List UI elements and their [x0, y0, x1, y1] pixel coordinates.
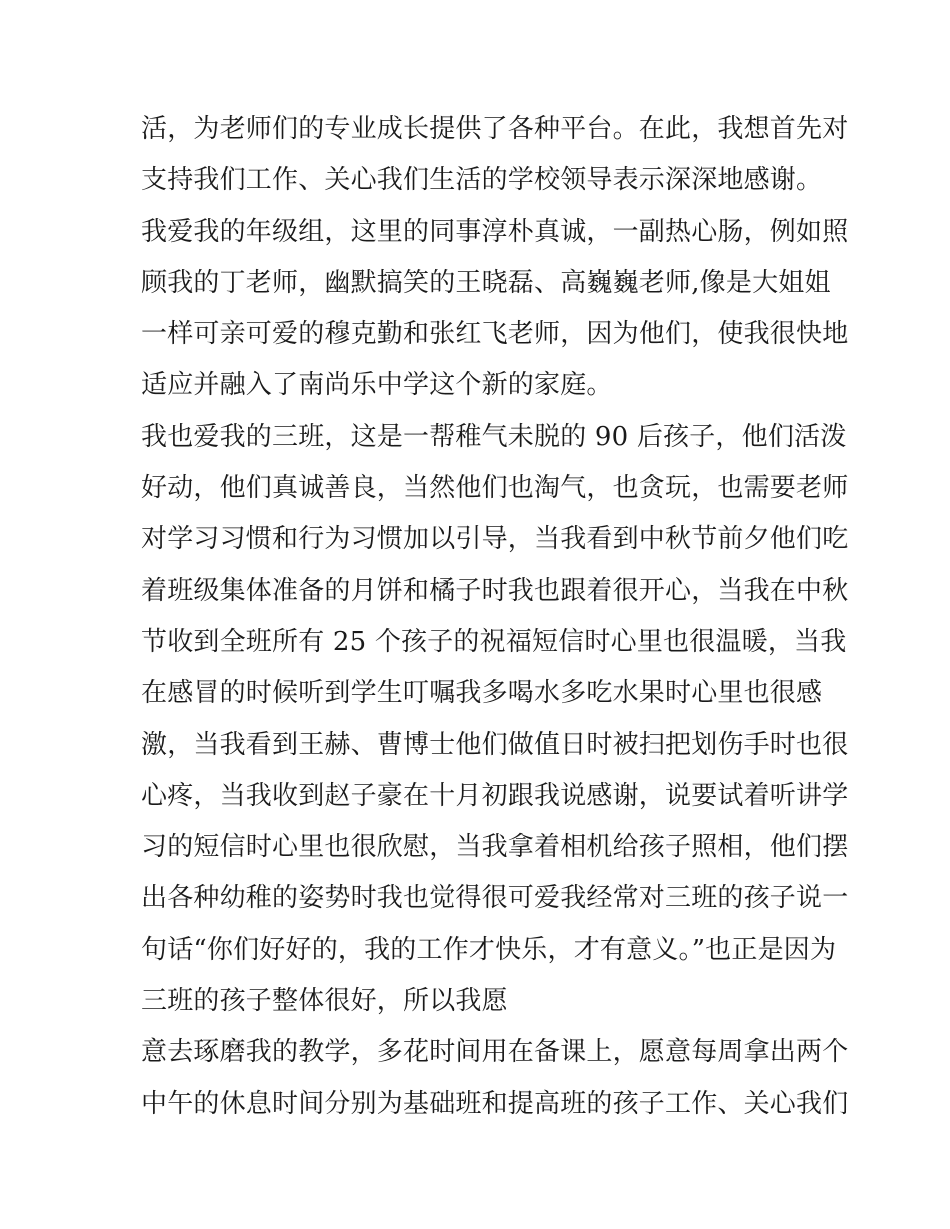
text-line: 支持我们工作、关心我们生活的学校领导表示深深地感谢。 [141, 165, 823, 196]
text-line: 在感冒的时候听到学生叮嘱我多喝水多吃水果时心里也很感 [141, 678, 823, 709]
text-line: 适应并融入了南尚乐中学这个新的家庭。 [141, 370, 613, 401]
text-line: 我也爱我的三班，这是一帮稚气未脱的 90 后孩子，他们活泼 [141, 421, 847, 452]
text-line: 我爱我的年级组，这里的同事淳朴真诚，一副热心肠，例如照 [141, 216, 849, 247]
text-line: 心疼，当我收到赵子豪在十月初跟我说感谢，说要试着听讲学 [141, 780, 849, 811]
text-line: 句话“你们好好的，我的工作才快乐，才有意义。”也正是因为 [141, 934, 837, 965]
text-line: 一样可亲可爱的穆克勤和张红飞老师，因为他们，使我很快地 [141, 319, 849, 350]
text-line: 习的短信时心里也很欣慰，当我拿着相机给孩子照相，他们摆 [141, 832, 849, 863]
text-line: 活，为老师们的专业成长提供了各种平台。在此，我想首先对 [141, 114, 849, 144]
text-line: 着班级集体准备的月饼和橘子时我也跟着很开心，当我在中秋 [141, 575, 849, 606]
body-text [141, 104, 849, 1130]
text-line: 意去琢磨我的教学，多花时间用在备课上，愿意每周拿出两个 [141, 1037, 849, 1068]
text-line: 出各种幼稚的姿势时我也觉得很可爱我经常对三班的孩子说一 [141, 883, 849, 914]
text-line: 中午的休息时间分别为基础班和提高班的孩子工作、关心我们 [141, 1088, 849, 1119]
text-line: 节收到全班所有 25 个孩子的祝福短信时心里也很温暖，当我 [141, 626, 847, 657]
text-line: 好动，他们真诚善良，当然他们也淘气，也贪玩，也需要老师 [141, 473, 849, 504]
text-line: 三班的孩子整体很好，所以我愿 [141, 986, 508, 1017]
text-line: 激，当我看到王赫、曹博士他们做值日时被扫把划伤手时也很 [141, 729, 849, 760]
text-line: 顾我的丁老师，幽默搞笑的王晓磊、高巍巍老师,像是大姐姐 [141, 267, 831, 298]
text-line: 对学习习惯和行为习惯加以引导，当我看到中秋节前夕他们吃 [141, 524, 849, 555]
